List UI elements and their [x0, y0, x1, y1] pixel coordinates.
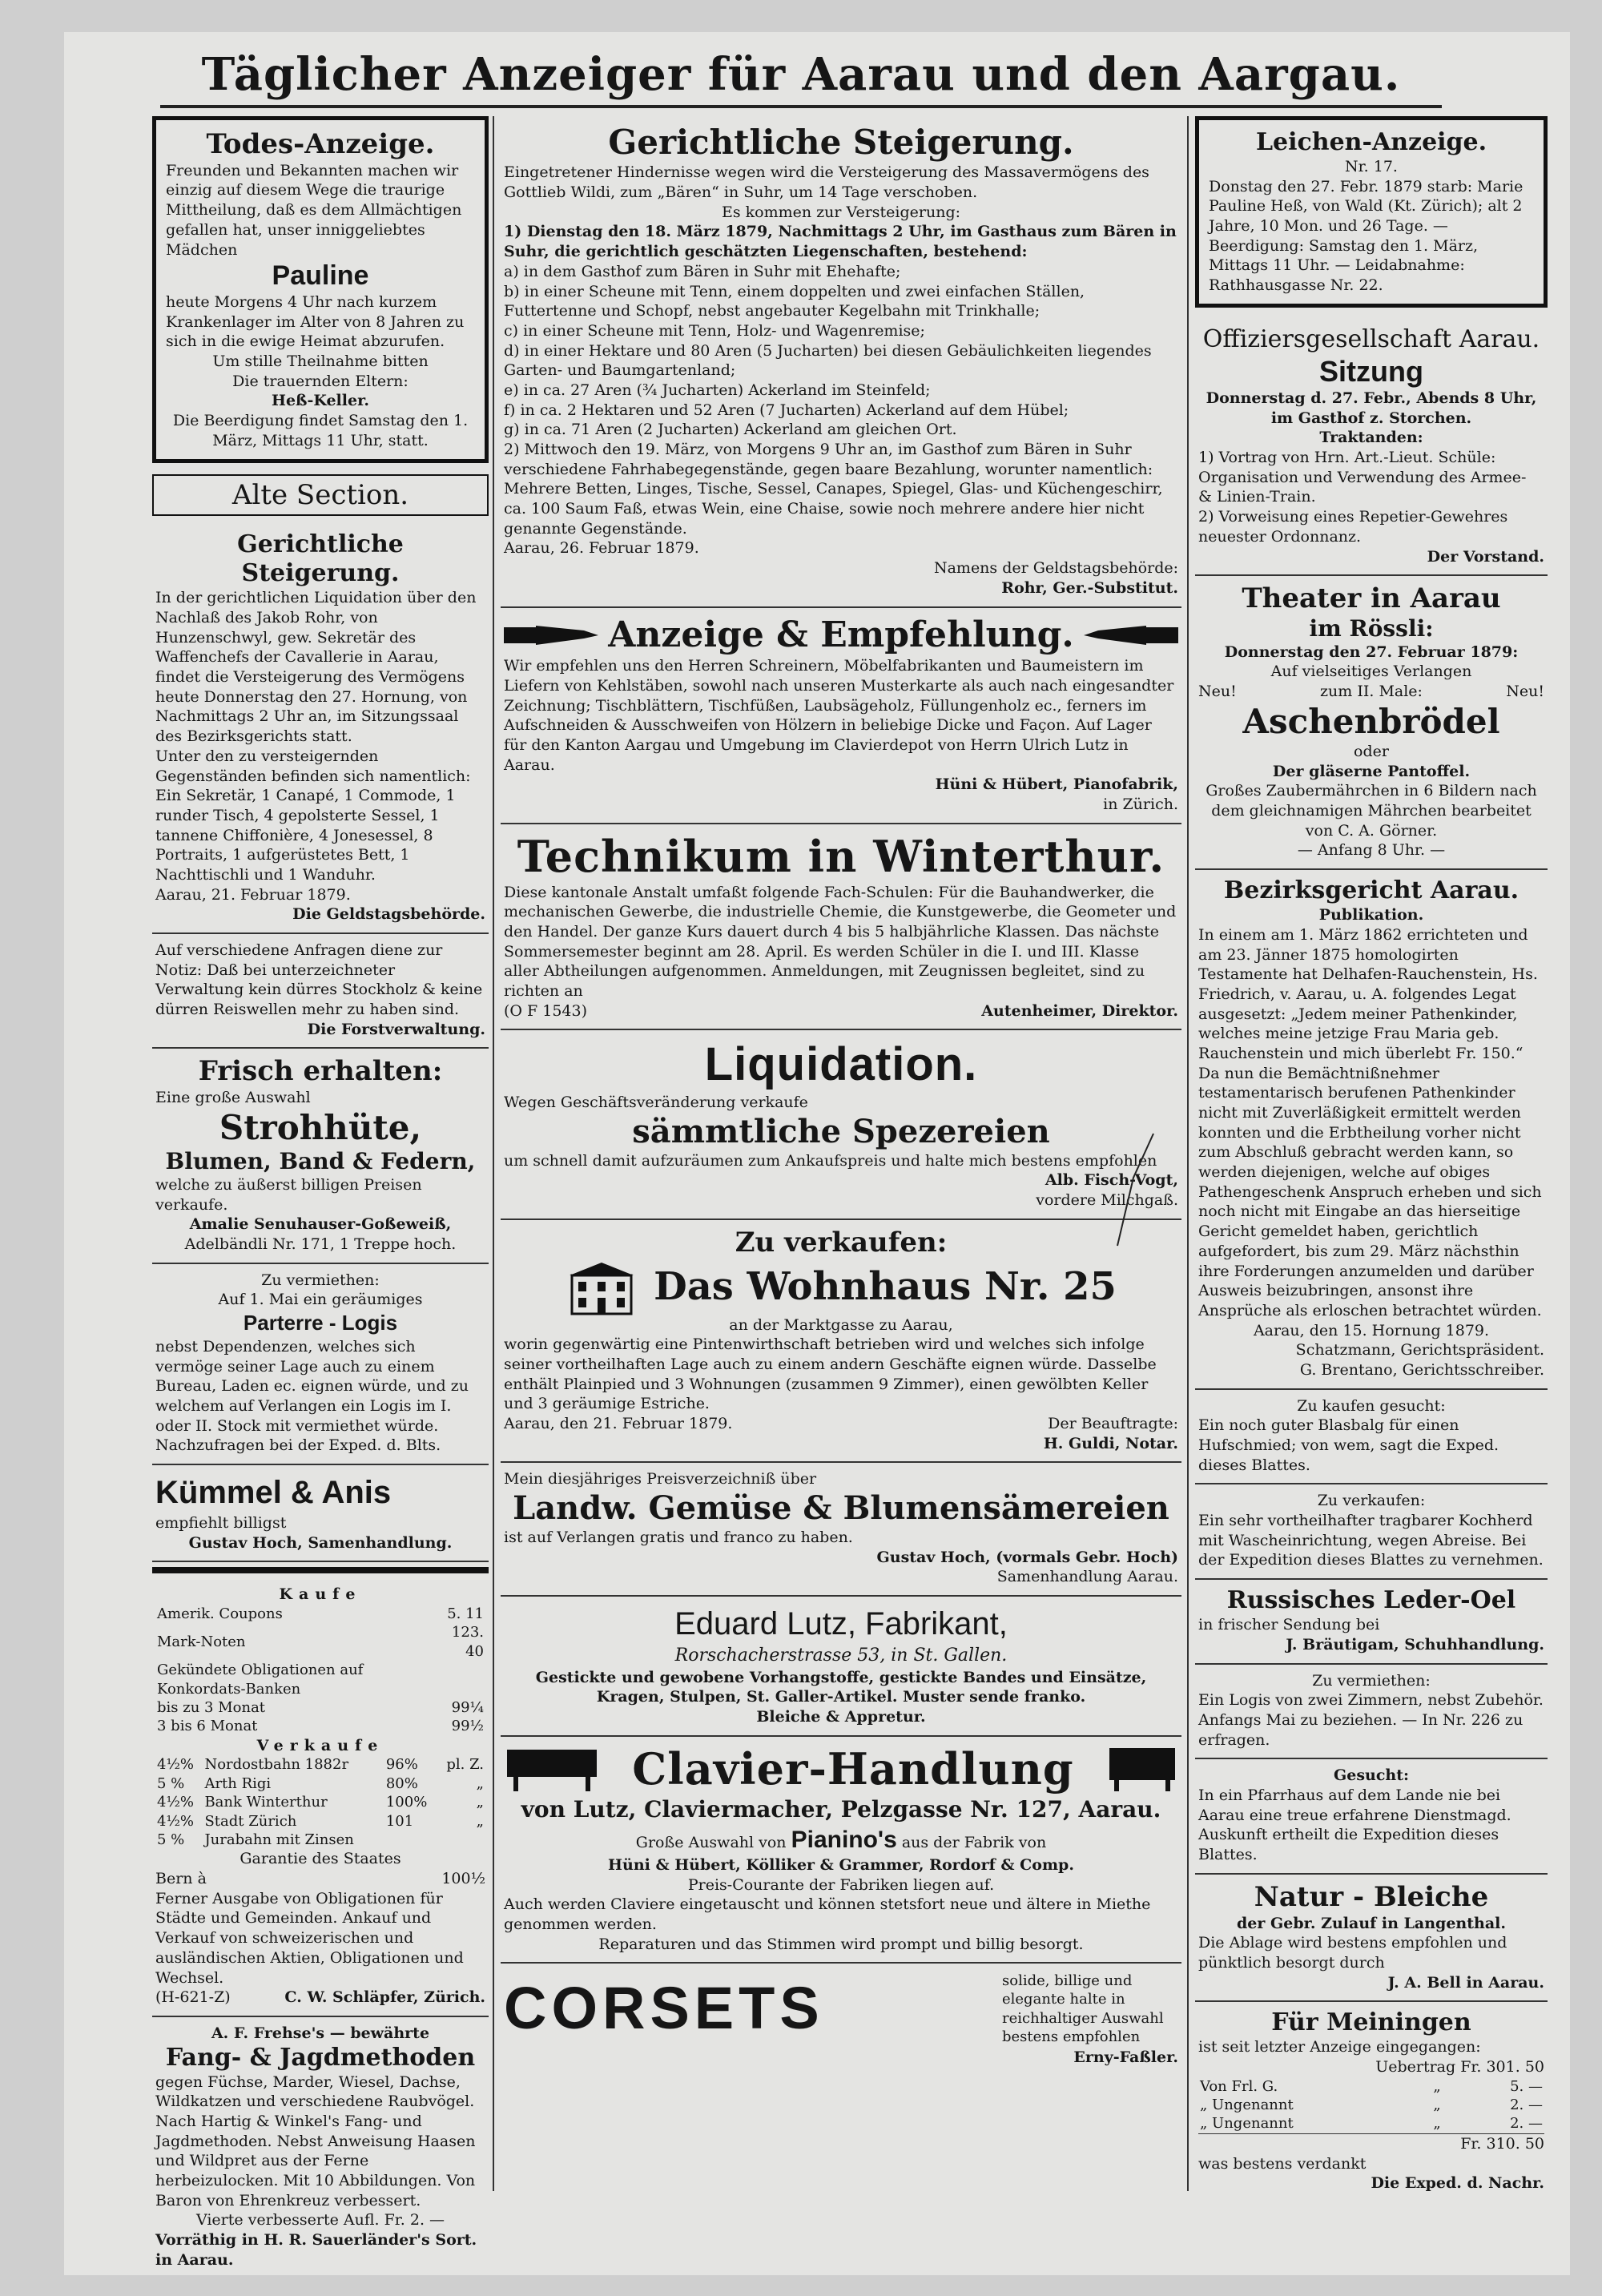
todes-text5: Die Beerdigung findet Samstag den 1. März, Mittags 11 Uhr, statt. — [172, 412, 469, 449]
technikum-text: Diese kantonale Anstalt umfaßt folgende Fach-Schulen: Für die Bauhandwerker, die mechanischen Gewerbe, die industrielle Chemie, die Kunstgewerbe, die Geometer und den Handel. Der ganze Kurs dauert durch 4 bis 5 halbjährliche Klassen. Das nächste Sommersemester beginnt am 28. April. Es werden Schüler in die I. und III. Klasse aller Abtheilungen aufgenommen. Anmeldungen, mit Zeugnissen begleitet, sind zu richten an — [504, 883, 1177, 1001]
steigerung-item: d) in einer Hektare und 80 Aren (5 Jucharten) bei diesen Gebäulichkeiten liegendes Garten- und Baumgartenland; — [504, 341, 1152, 380]
verkaufe-row-cell: 5 % — [157, 1774, 185, 1792]
theater-oder: oder — [1354, 743, 1389, 761]
lutz-ad — [501, 1597, 1181, 1737]
samen-sign: Gustav Hoch, (vormals Gebr. Hoch) — [876, 1548, 1178, 1566]
verkaufe-row-cell: 100% — [385, 1794, 428, 1811]
verkaufe-table — [155, 1755, 485, 1849]
pen-mark — [1109, 1130, 1157, 1250]
bleiche-sub: der Gebr. Zulauf in Langenthal. — [1237, 1914, 1506, 1932]
logis-text2: nebst Dependenzen, welches sich vermöge seiner Lage auch zu einem Bureau, Laden ec. eignen würde, und zu welchem auf Verlangen ein Logis im I. oder II. Stock mit vermiethet würde. — [155, 1337, 469, 1435]
wohnhaus-text: worin gegenwärtig eine Pintenwirthschaft betrieben wird und welches sich infolge seiner vortheilhaften Lage auch zu einem andern Geschäfte eignen würde. Dasselbe enthält Plainpied und 3 Wohnungen (zusammen 9 Zimmer), einen gewölbten Keller und 3 geräumige Estriche. — [504, 1335, 1157, 1413]
strohhuete-ad — [152, 1049, 489, 1263]
leder-text: in frischer Sendung bei — [1198, 1616, 1380, 1634]
todes-text: Freunden und Bekannten machen wir einzig auf diesem Wege die traurige Mittheilung, daß es dem Allmächtigen gefallen hat, unser inniggeliebtes Mädchen — [166, 161, 462, 259]
steigerung2-text: In der gerichtlichen Liquidation über den Nachlaß des Jakob Rohr, von Hunzenschwyl, gew. Sekretär des Waffenchefs der Cavallerie in Aarau, findet die Versteigerung des Vermögens heute Donnerstag den 27. Hornung, von Nachmittags 2 Uhr an, im Sitzungssaal des Bezirksgerichts statt. — [155, 589, 477, 746]
steigerung-text2: Es kommen zur Versteigerung: — [721, 203, 961, 221]
theater-ad — [1195, 576, 1548, 870]
strohhuete-name: Amalie Senuhauser-Goßeweiß, — [189, 1215, 452, 1234]
clavier-sub: von Lutz, Claviermacher, Pelzgasse Nr. 127, Aarau. — [521, 1795, 1161, 1823]
kaufe-head: Kaufe — [279, 1585, 362, 1604]
liquidation-ad — [501, 1030, 1181, 1219]
meiningen-row — [1198, 2114, 1544, 2133]
theater-title: Theater in Aarau — [1242, 582, 1501, 615]
strohhuete-big: Strohhüte, — [219, 1107, 422, 1147]
logis2-head: Zu vermiethen: — [1312, 1671, 1431, 1690]
bern-label: Bern à — [155, 1870, 207, 1888]
steigerung-title: Gerichtliche Steigerung. — [608, 123, 1074, 162]
clavier-ad — [501, 1737, 1181, 1964]
kaufe-row-cell: 123. 40 — [451, 1624, 484, 1660]
technikum-ad — [501, 824, 1181, 1031]
liquidation-big: sämmtliche Spezereien — [632, 1112, 1050, 1150]
kaufe-table — [155, 1605, 485, 1736]
strohhuete-addr: Adelbändli Nr. 171, 1 Treppe hoch. — [184, 1235, 457, 1253]
kaufe-row-cell: Gekündete Obligationen auf Konkordats-Banken — [157, 1662, 364, 1698]
verkaufe-row-cell: Arth Rigi — [204, 1774, 272, 1792]
markets-code: (H-621-Z) — [155, 1988, 231, 2007]
meiningen-row-cell: 2. — — [1510, 2097, 1543, 2114]
theater-sub2: Der gläserne Pantoffel. — [1272, 762, 1471, 780]
blasbalg-head: Zu kaufen gesucht: — [1297, 1396, 1446, 1415]
wohnhaus-agent: Der Beauftragte: — [1048, 1415, 1178, 1432]
samen-ad — [501, 1463, 1181, 1597]
kaufe-row-cell: bis zu 3 Monat — [157, 1698, 266, 1716]
verkaufe-row-cell: „ — [476, 1812, 484, 1830]
thick-rule — [152, 1567, 489, 1573]
technikum-title: Technikum in Winterthur. — [517, 830, 1165, 882]
liquidation-title: Liquidation. — [704, 1038, 978, 1091]
kaufe-row-cell: Mark-Noten — [157, 1633, 246, 1651]
meiningen-row-cell: „ Ungenannt — [1200, 2097, 1294, 2114]
theater-zum: zum II. Male: — [1320, 682, 1423, 700]
meiningen-dank: was bestens verdankt — [1198, 2154, 1367, 2173]
offiziers-sign: Der Vorstand. — [1427, 547, 1544, 566]
logis-text3: Nachzufragen bei der Exped. d. Blts. — [155, 1436, 441, 1455]
meiningen-row — [1198, 2096, 1544, 2114]
verkaufe-row-cell: 101 — [385, 1812, 414, 1830]
samen-title: Landw. Gemüse & Blumensämereien — [513, 1489, 1169, 1528]
todes-text3: Um stille Theilnahme bitten — [212, 352, 429, 371]
clavier-title: Clavier-Handlung — [632, 1742, 1074, 1795]
kuemmel-text: empfiehlt billigst — [155, 1513, 287, 1532]
clavier-text2: aus der Fabrik von — [901, 1833, 1047, 1851]
offiziers-text: Donnerstag d. 27. Febr., Abends 8 Uhr, im Gasthof z. Storchen. — [1206, 389, 1537, 427]
steigerung-items — [504, 262, 1178, 440]
meiningen-row-cell: „ — [1433, 2077, 1441, 2095]
leichen-anzeige — [1195, 116, 1548, 308]
steigerung-item: a) in dem Gasthof zum Bären in Suhr mit Ehehafte; — [504, 262, 901, 280]
verkaufe-row — [155, 1793, 485, 1811]
bezirk-title: Bezirksgericht Aarau. — [1223, 876, 1519, 905]
verkaufe-row-cell: 4½% — [157, 1794, 195, 1811]
offiziers-trakt: Traktanden: — [1319, 429, 1423, 447]
wohnhaus-title: Das Wohnhaus Nr. 25 — [654, 1263, 1117, 1309]
kuemmel-title: Kümmel & Anis — [155, 1474, 392, 1510]
markets-text: Ferner Ausgabe von Obligationen für Städte und Gemeinden. Ankauf und Verkauf von schweizerischen und ausländischen Aktien, Obligationen und Wechsel. — [155, 1889, 464, 1987]
bleiche-sign: J. A. Bell in Aarau. — [1387, 1973, 1544, 1992]
samen-sign2: Samenhandlung Aarau. — [996, 1568, 1178, 1586]
markets-sign: C. W. Schläpfer, Zürich. — [284, 1988, 485, 2007]
pointing-hand-left-icon — [1082, 621, 1178, 650]
wohnhaus-ad — [501, 1220, 1181, 1464]
corsets-text: solide, billige und elegante halte in reichhaltiger Auswahl bestens empfohlen — [1002, 1972, 1164, 2045]
liquidation-text2: um schnell damit aufzuräumen zum Ankaufspreis und halte mich bestens empfohlen — [504, 1151, 1157, 1170]
verkaufe-row-cell: Nordostbahn 1882r — [204, 1756, 349, 1774]
steigerung-item: g) in ca. 71 Aren (2 Jucharten) Ackerland am gleichen Ort. — [504, 421, 957, 439]
steigerung-item: b) in einer Scheune mit Tenn, einem doppelten und zwei einfachen Ställen, Futtertenne und Schopf, nebst angebauter Kegelbahn mit Trinkhalle; — [504, 282, 1085, 320]
bleiche-text: Die Ablage wird bestens empfohlen und pünktlich besorgt durch — [1198, 1934, 1507, 1972]
todes-title: Todes-Anzeige. — [206, 128, 435, 160]
verkaufe-row — [155, 1831, 485, 1849]
meiningen-row — [1198, 2077, 1544, 2096]
meiningen-title: Für Meiningen — [1271, 2008, 1471, 2037]
steigerung-org: Namens der Geldstagsbehörde: — [933, 559, 1178, 578]
alte-section: Alte Section. — [152, 474, 489, 517]
kaufe-row-cell: 5. 11 — [447, 1605, 484, 1623]
bezirk-sub: Publikation. — [1318, 906, 1424, 924]
gesucht-head: Gesucht: — [1334, 1766, 1409, 1785]
jagd-sign: Vorräthig in H. R. Sauerländer's Sort. in Aarau. — [155, 2231, 477, 2269]
logis-head: Zu vermiethen: — [261, 1271, 380, 1289]
verkaufe-row — [155, 1812, 485, 1831]
verkaufe-row-cell: „ — [476, 1774, 484, 1792]
verkaufe-row — [155, 1755, 485, 1774]
theater-sub: im Rössli: — [1309, 614, 1434, 642]
piano-icon — [504, 1745, 600, 1793]
verkaufe-row-cell: pl. Z. — [446, 1756, 484, 1774]
logis2-ad — [1195, 1665, 1548, 1760]
bleiche-ad — [1195, 1875, 1548, 2003]
jagd-title: Fang- & Jagdmethoden — [165, 2043, 476, 2072]
jagd-edition: Vierte verbesserte Aufl. Fr. 2. — — [195, 2211, 445, 2230]
jagd-ad — [152, 2017, 489, 2278]
empfehlung-city: in Zürich. — [1103, 796, 1178, 814]
steigerung2-title: Gerichtliche Steigerung. — [237, 530, 404, 588]
steigerung-p1: 1) Dienstag den 18. März 1879, Nachmittags 2 Uhr, im Gasthaus zum Bären in Suhr, die gerichtlich geschätzten Liegenschaften, bestehend: — [504, 223, 1177, 261]
theater-neu2: Neu! — [1506, 682, 1544, 700]
meiningen-row-cell: „ — [1433, 2115, 1441, 2133]
lutz-addr: Rorschacherstrasse 53, in St. Gallen. — [674, 1645, 1008, 1666]
empfehlung-ad — [501, 608, 1181, 824]
verkaufe-row-cell: 4½% — [157, 1812, 195, 1830]
kaufe-row-cell: Amerik. Coupons — [157, 1605, 283, 1623]
offiziers-title: Offiziersgesellschaft Aarau. — [1202, 324, 1540, 353]
bezirk-ad — [1195, 870, 1548, 1390]
steigerung-p2: 2) Mittwoch den 19. März, von Morgens 9 Uhr an, im Gasthof zum Bären in Suhr verschiedene Fahrhabegegenstände, gegen baare Bezahlung, worunter namentlich: Mehrere Betten, Linges, Tische, Sessel, Canapes, Spiegel, Glas- und Küchengeschirr, ca. 100 Saum Faß, etwas Wein, eine Chaise, sowie noch mehrere andere hier nicht genannte Gegenstände. — [504, 441, 1163, 538]
kuemmel-sign: Gustav Hoch, Samenhandlung. — [188, 1533, 453, 1552]
verkaufe-row-cell: Stadt Zürich — [204, 1812, 297, 1830]
kaufe-row — [155, 1605, 485, 1623]
verkaufe-row-cell: 5 % — [157, 1831, 185, 1849]
verkaufe-row-cell: 96% — [385, 1756, 418, 1774]
masthead: Täglicher Anzeiger für Aarau und den Aargau. — [160, 48, 1442, 108]
meiningen-row-cell: 2. — — [1510, 2115, 1543, 2133]
logis-ad — [152, 1264, 489, 1465]
bleiche-title: Natur - Bleiche — [1254, 1880, 1489, 1913]
bezirk-text: In einem am 1. März 1862 errichteten und am 23. Jänner 1875 homologirten Testamente hat Delhafen-Rauchenstein, Hs. Friedrich, v. Aarau, u. A. folgendes Legat ausgesetzt: „Jedem meiner Pathenkinder, welches meine jetzige Frau Maria geb. Rauchenstein und mich überlebt Fr. 150.“ — [1198, 925, 1538, 1062]
leichen-num: Nr. 17. — [1345, 158, 1398, 175]
right-column — [1195, 116, 1548, 2191]
lutz-title: Eduard Lutz, Fabrikant, — [674, 1606, 1008, 1642]
theater-text2: Großes Zaubermährchen in 6 Bildern nach dem gleichnamigen Mährchen bearbeitet von C. A. Görner. — [1206, 782, 1537, 840]
jagd-head: A. F. Frehse's — bewährte — [211, 2024, 430, 2042]
theater-anfang: — Anfang 8 Uhr. — — [1297, 841, 1446, 860]
meiningen-row-cell: „ — [1433, 2097, 1441, 2114]
gerichtliche-steigerung — [501, 116, 1181, 608]
verkaufe-row-cell: 4½% — [157, 1756, 195, 1774]
steigerung2-text2: Unter den zu versteigernden Gegenständen befinden sich namentlich: Ein Sekretär, 1 Canapé, 1 Commode, 1 runder Tisch, 4 gepolsterte Sessel, 1 tannene Chiffonière, 4 Jonesessel, 8 Portraits, 1 aufgerüstetes Bett, 1 Nachttischli und 1 Wanduhr. — [155, 747, 471, 884]
kaufe-row — [155, 1661, 485, 1698]
steigerung-item: c) in einer Scheune mit Tenn, Holz- und Wagenremise; — [504, 321, 925, 340]
bezirk-place: Aarau, den 15. Hornung 1879. — [1253, 1321, 1490, 1339]
wohnhaus-sign: H. Guldi, Notar. — [1043, 1434, 1178, 1452]
clavier-text3: Preis-Courante der Fabriken liegen auf. — [687, 1875, 995, 1894]
clavier-text4: Auch werden Claviere eingetauscht und können stetsfort neue und ältere in Miethe genommen werden. — [504, 1895, 1151, 1934]
verkaufe-row — [155, 1774, 485, 1793]
offiziers-item: 2) Vorweisung eines Repetier-Gewehres neuester Ordonnanz. — [1198, 508, 1508, 546]
todes-anzeige — [152, 116, 489, 463]
blasbalg-ad — [1195, 1390, 1548, 1485]
steigerung-item: e) in ca. 27 Aren (¾ Jucharten) Ackerland im Steinfeld; — [504, 381, 931, 399]
steigerung2-place: Aarau, 21. Februar 1879. — [155, 885, 351, 904]
meiningen-row-cell: „ Ungenannt — [1200, 2115, 1294, 2133]
kaufe-row-cell: 3 bis 6 Monat — [157, 1718, 258, 1735]
garantie-text: Garantie des Staates — [239, 1850, 401, 1868]
bern-value: 100½ — [441, 1870, 485, 1888]
theater-big: Aschenbrödel — [1242, 701, 1500, 741]
blasbalg-text: Ein noch guter Blasbalg für einen Hufschmied; von wem, sagt die Exped. dieses Blattes. — [1198, 1416, 1499, 1474]
verkaufe-row-cell: Bank Winterthur — [204, 1794, 328, 1811]
verkaufe-row-cell: Jurabahn mit Zinsen — [204, 1831, 354, 1849]
meiningen-table — [1198, 2077, 1544, 2133]
column-rule — [493, 116, 494, 2191]
left-column — [152, 116, 489, 2269]
kaufe-row-cell — [434, 1661, 485, 1698]
kaufe-row — [155, 1623, 485, 1661]
leder-sign: J. Bräutigam, Schuhhandlung. — [1286, 1635, 1544, 1654]
steigerung2-sign: Die Geldstagsbehörde. — [292, 905, 485, 924]
center-column — [501, 116, 1181, 2191]
todes-text4: Die trauernden Eltern: — [232, 372, 409, 390]
samen-text: Mein diesjähriges Preisverzeichniß über — [504, 1470, 817, 1488]
gerichtliche-steigerung-2 — [152, 524, 489, 934]
verkaufe-row-cell: „ — [476, 1794, 484, 1811]
steigerung-text: Eingetretener Hindernisse wegen wird die Versteigerung des Massavermögens des Gottlieb Wildi, zum „Bären“ in Suhr, um 14 Tage verschoben. — [504, 163, 1149, 202]
bezirk-sign1: Schatzmann, Gerichtspräsident. — [1295, 1341, 1544, 1359]
lutz-text2: Bleiche & Appretur. — [756, 1708, 926, 1726]
technikum-sign: Autenheimer, Direktor. — [981, 1001, 1178, 1020]
jagd-text: gegen Füchse, Marder, Wiesel, Dachse, Wildkatzen und verschiedene Raubvögel. Nach Hartig & Winkel's Fang- und Jagdmethoden. Nebst Anweisung Haasen und Wildpret aus der Ferne herbeizulocken. Mit 10 Abbildungen. Von Baron von Ehrenkreuz verbessert. — [155, 2072, 476, 2209]
clavier-big: Pianino's — [791, 1826, 897, 1853]
kochherd-head: Zu verkaufen: — [1317, 1492, 1426, 1510]
meiningen-ad — [1195, 2002, 1548, 2201]
offiziers-sitzung: Sitzung — [1319, 354, 1423, 388]
meiningen-row-cell: Von Frl. G. — [1200, 2077, 1278, 2095]
clavier-text: Große Auswahl von — [635, 1833, 787, 1851]
kaufe-row-cell: 99½ — [451, 1718, 484, 1735]
leichen-title: Leichen-Anzeige. — [1255, 128, 1487, 156]
verkaufe-row-cell — [437, 1831, 485, 1849]
clavier-makers: Hüni & Hübert, Kölliker & Grammer, Rordorf & Comp. — [608, 1855, 1074, 1874]
kuemmel-ad — [152, 1465, 489, 1562]
todes-text2: heute Morgens 4 Uhr nach kurzem Krankenlager im Alter von 8 Jahren zu sich in die ewige Heimat abzurufen. — [166, 293, 465, 351]
theater-text: Auf vielseitiges Verlangen — [1270, 663, 1472, 681]
empfehlung-text: Wir empfehlen uns den Herren Schreinern, Möbelfabrikanten und Baumeistern im Liefern von Kehlstäben, sowohl nach unseren Musterkarte als auch nach eingesandter Zeichnung; Tischblättern, Tischfüßen, Laubsägeholz, Füllungenholz ec., ferners im Aufschneiden & Ausschweifen von Hölzern in beliebige Dicke und Façon. Auf Lager für den Kanton Aargau und Umgebung im Clavierdepot von Herrn Ulrich Lutz in Aarau. — [504, 657, 1174, 774]
steigerung-place: Aarau, 26. Februar 1879. — [504, 539, 699, 558]
steigerung-sign: Rohr, Ger.-Substitut. — [1001, 578, 1178, 597]
liquidation-text: Wegen Geschäftsveränderung verkaufe — [504, 1094, 808, 1112]
wohnhaus-head: Zu verkaufen: — [735, 1226, 948, 1259]
kochherd-text: Ein sehr vortheilhafter tragbarer Kochherd mit Wascheinrichtung, wegen Abreise. Bei der Expedition dieses Blattes zu vernehmen. — [1198, 1512, 1544, 1569]
wohnhaus-place: Aarau, den 21. Februar 1879. — [504, 1415, 733, 1432]
forst-notiz — [152, 934, 489, 1049]
gesucht-text: In ein Pfarrhaus auf dem Lande nie bei Aarau eine treue erfahrene Dienstmagd. Auskunft ertheilt die Expedition dieses Blattes. — [1198, 1786, 1511, 1864]
lutz-text: Gestickte und gewobene Vorhangstoffe, gestickte Bandes und Einsätze, Kragen, Stulpen, St. Galler-Artikel. Muster sende franko. — [535, 1668, 1147, 1706]
meiningen-sign: Die Exped. d. Nachr. — [1371, 2174, 1544, 2193]
logis2-text: Ein Logis von zwei Zimmern, nebst Zubehör. Anfangs Mai zu beziehen. — In Nr. 226 zu erfragen. — [1198, 1691, 1544, 1749]
forst-sign: Die Forstverwaltung. — [307, 1020, 485, 1038]
leder-ad — [1195, 1580, 1548, 1664]
bezirk-sign2: G. Brentano, Gerichtsschreiber. — [1299, 1360, 1544, 1379]
meiningen-row-cell: 5. — — [1510, 2077, 1543, 2095]
meiningen-text: ist seit letzter Anzeige eingegangen: — [1198, 2038, 1481, 2056]
theater-date: Donnerstag den 27. Februar 1879: — [1224, 642, 1519, 661]
offiziers-item: 1) Vortrag von Hrn. Art.-Lieut. Schüle: Organisation und Verwendung des Armee- & Linien-Train. — [1198, 449, 1527, 506]
offiziers-items — [1198, 448, 1544, 546]
corsets-sign: Erny-Faßler. — [1073, 2048, 1178, 2066]
leichen-text: Donstag den 27. Febr. 1879 starb: Marie Pauline Heß, von Wald (Kt. Zürich); alt 2 Jahre, 10 Mon. und 26 Tage. — Beerdigung: Samstag den 1. März, Mittags 11 Uhr. — Leidabnahme: Rathhausgasse Nr. 22. — [1209, 177, 1524, 295]
pointing-hand-right-icon — [504, 621, 600, 650]
liquidation-sign: Alb. Fisch-Vogt, — [1045, 1171, 1178, 1190]
clavier-text5: Reparaturen und das Stimmen wird prompt und billig besorgt. — [598, 1935, 1084, 1953]
forst-text: Auf verschiedene Anfragen diene zur Notiz: Daß bei unterzeichneter Verwaltung kein dürres Stockholz & keine dürren Reiswellen mehr zu haben sind. — [155, 941, 483, 1019]
bezirk-text2: Da nun die Bemächtnißnehmer testamentarisch berufenen Pathenkinder nicht mit Zuverläßigkeit ermittelt werden konnten und die Erbtheilung vorher nicht zum Abschluß gebracht werden kann, so werden diejenigen, welche auf obiges Pathengeschenk Anspruch erheben und sich noch nicht mit Eingabe an das hierseitige Gericht gemeldet haben, gerichtlich aufgefordert, bis zum 29. März nächsthin ihre Forderungen anzumelden und darüber Ausweis beizubringen, ansonst ihre Ansprüche als erloschen betrachtet würden. — [1198, 1064, 1542, 1319]
empfehlung-sign: Hüni & Hübert, Pianofabrik, — [935, 775, 1178, 794]
kaufe-row — [155, 1717, 485, 1735]
verkaufe-head: Verkaufe — [256, 1736, 384, 1754]
kochherd-ad — [1195, 1484, 1548, 1580]
strohhuete-line: Blumen, Band & Federn, — [165, 1148, 476, 1175]
samen-text2: ist auf Verlangen gratis und franco zu haben. — [504, 1529, 853, 1547]
logis-big: Parterre - Logis — [243, 1311, 398, 1335]
empfehlung-title: Anzeige & Empfehlung. — [608, 614, 1074, 655]
meiningen-ueber: Uebertrag Fr. 301. 50 — [1375, 2057, 1544, 2076]
offiziers-ad — [1195, 319, 1548, 576]
column-rule — [1187, 116, 1189, 2191]
technikum-code: (O F 1543) — [504, 1001, 588, 1020]
corsets-ad — [501, 1964, 1181, 2075]
strohhuete-text: welche zu äußerst billigen Preisen verkaufe. — [155, 1175, 422, 1214]
markets-ad — [152, 1578, 489, 2017]
todes-name: Pauline — [272, 260, 369, 292]
kaufe-row — [155, 1698, 485, 1717]
strohhuete-title: Frisch erhalten: — [198, 1055, 443, 1088]
meiningen-total: Fr. 310. 50 — [1198, 2133, 1544, 2154]
todes-parents: Heß-Keller. — [272, 392, 369, 410]
piano-icon — [1106, 1745, 1178, 1793]
kaufe-row-cell: 99¼ — [451, 1698, 484, 1716]
corsets-title: CORSETS — [504, 1975, 824, 2042]
theater-neu1: Neu! — [1198, 682, 1237, 700]
verkaufe-row-cell — [384, 1831, 437, 1849]
leder-title: Russisches Leder-Oel — [1226, 1586, 1516, 1615]
steigerung-item: f) in ca. 2 Hektaren und 52 Aren (7 Jucharten) Ackerland auf dem Hübel; — [504, 401, 1069, 419]
house-icon — [566, 1259, 638, 1315]
gesucht-ad — [1195, 1759, 1548, 1874]
liquidation-addr: vordere Milchgaß. — [1036, 1191, 1178, 1210]
verkaufe-row-cell: 80% — [385, 1774, 418, 1792]
wohnhaus-sub: an der Marktgasse zu Aarau, — [729, 1315, 953, 1334]
logis-text: Auf 1. Mai ein geräumiges — [218, 1291, 423, 1309]
strohhuete-sub: Eine große Auswahl — [155, 1089, 311, 1107]
